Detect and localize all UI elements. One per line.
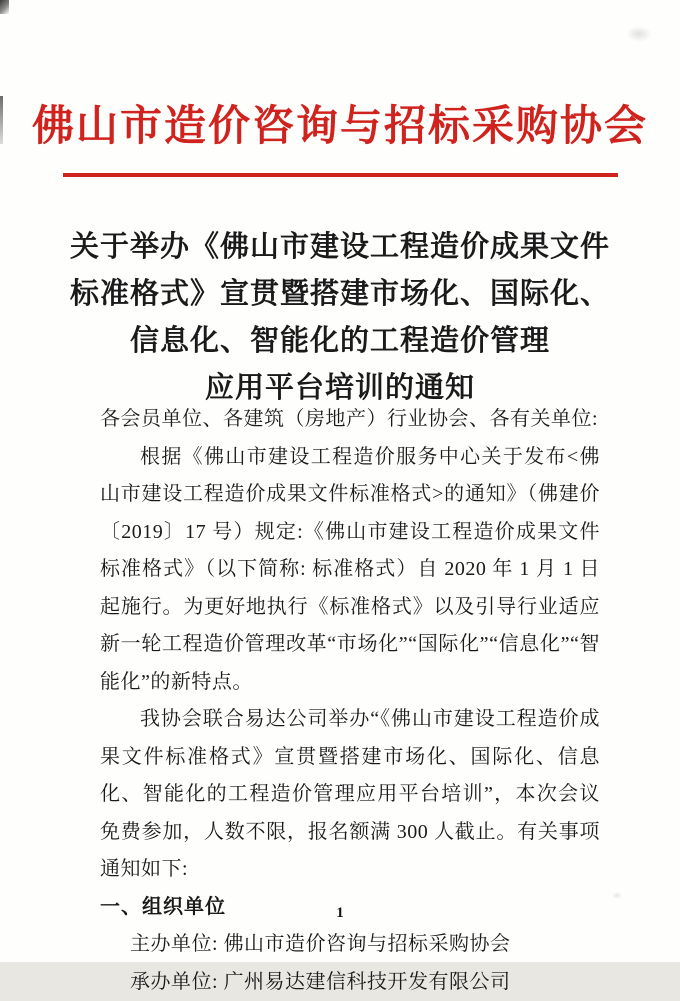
organizer-host-label: 主办单位: — [130, 933, 218, 955]
notice-title — [40, 224, 640, 412]
notice-title-line-3: 信息化、智能化的工程造价管理 — [40, 318, 640, 365]
page-number: 1 — [0, 905, 680, 922]
organizer-host-value: 佛山市造价咨询与招标采购协会 — [224, 933, 511, 955]
letterhead-title: 佛山市造价咨询与招标采购协会 — [0, 93, 680, 153]
body-paragraph-2: 我协会联合易达公司举办“《佛山市建设工程造价成果文件标准格式》宣贯暨搭建市场化、国际化、信息化、智能化的工程造价管理应用平台培训”，本次会议免费参加，人数不限，报名额满 300 人截止。有关事项通知如下: — [100, 701, 600, 889]
scan-artifact-speck — [626, 26, 652, 42]
notice-title-line-1: 关于举办《佛山市建设工程造价成果文件 — [40, 224, 640, 271]
letterhead-divider — [63, 173, 618, 177]
notice-title-line-4: 应用平台培训的通知 — [40, 365, 640, 412]
salutation: 各会员单位、各建筑（房地产）行业协会、各有关单位: — [100, 401, 600, 439]
organizer-host-line — [100, 926, 600, 964]
scan-artifact-corner — [0, 0, 9, 14]
section-heading-organizers: 一、组织单位 — [100, 889, 600, 927]
organizer-undertaker-label: 承办单位: — [130, 971, 218, 993]
organizer-undertaker-value: 广州易达建信科技开发有限公司 — [224, 971, 511, 993]
notice-title-line-2: 标准格式》宣贯暨搭建市场化、国际化、 — [40, 271, 640, 318]
body-paragraph-1: 根据《佛山市建设工程造价服务中心关于发布<佛山市建设工程造价成果文件标准格式>的通知》（佛建价〔2019〕17 号）规定:《佛山市建设工程造价成果文件标准格式》（以下简称: 标准格式）自 2020 年 1 月 1 日起施行。为更好地执行《标准格式》以及引导行业适应新一轮工程造价管理改革“市场化”“国际化”“信息化”“智能化”的新特点。 — [100, 439, 600, 702]
scan-artifact-speck — [612, 892, 622, 899]
organizer-undertaker-line — [100, 964, 600, 1001]
